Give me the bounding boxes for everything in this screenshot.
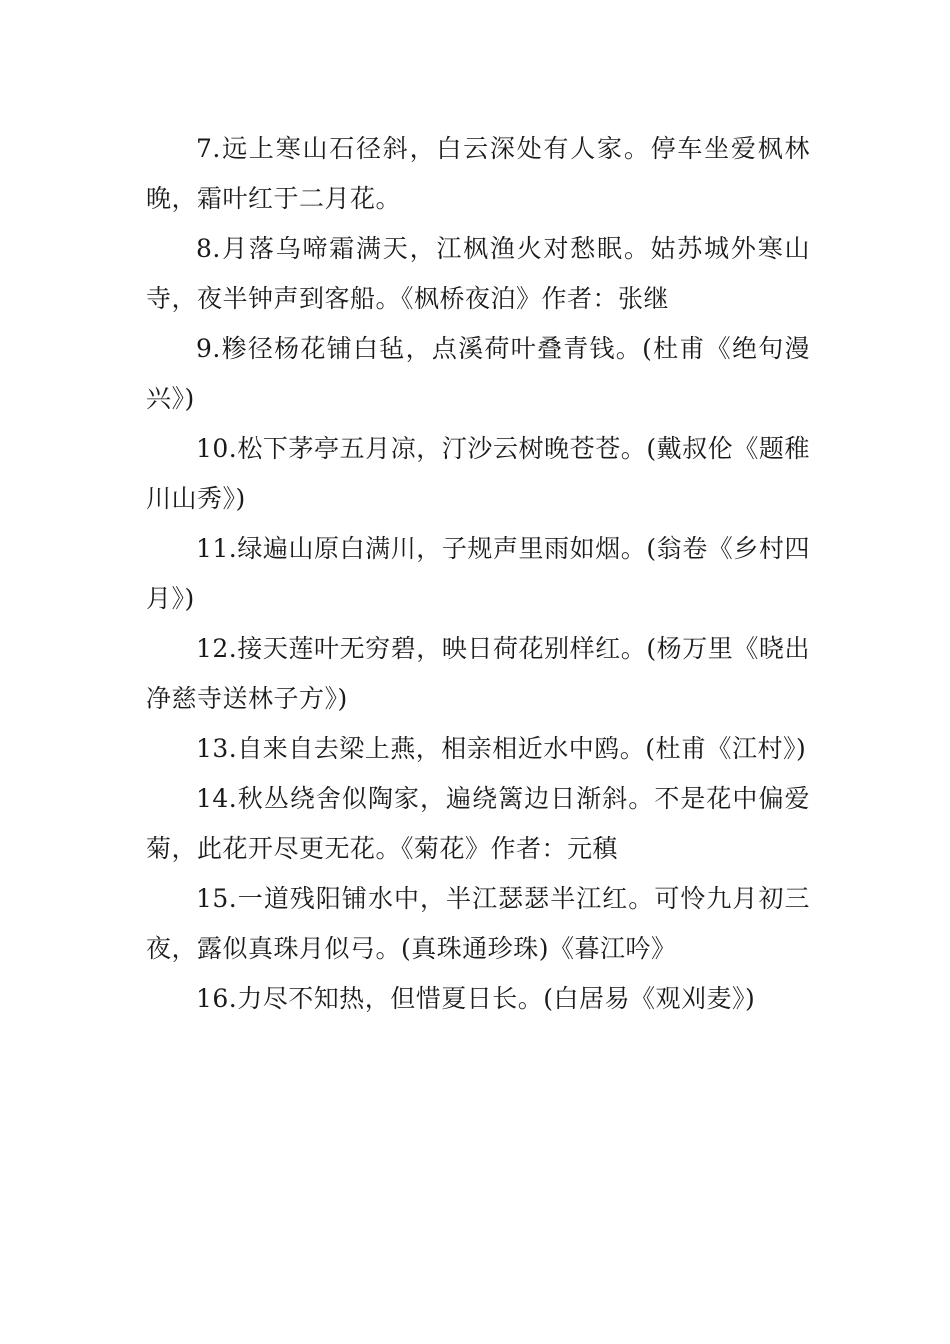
- document-body: [146, 124, 810, 1024]
- poem-line-7: 7.远上寒山石径斜，白云深处有人家。停车坐爱枫林晚，霜叶红于二月花。: [146, 134, 810, 213]
- poem-line-10: 10.松下茅亭五月凉，汀沙云树晚苍苍。(戴叔伦《题稚川山秀》): [146, 434, 810, 513]
- poem-line-15: 15.一道残阳铺水中，半江瑟瑟半江红。可怜九月初三夜，露似真珠月似弓。(真珠通珍珠)《暮江吟》: [146, 884, 810, 963]
- poem-line-16: 16.力尽不知热，但惜夏日长。(白居易《观刈麦》): [196, 984, 756, 1013]
- poem-line-9: 9.糁径杨花铺白毡，点溪荷叶叠青钱。(杜甫《绝句漫兴》): [146, 334, 810, 413]
- poem-line-11: 11.绿遍山原白满川，子规声里雨如烟。(翁卷《乡村四月》): [146, 534, 810, 613]
- poem-line-14: 14.秋丛绕舍似陶家，遍绕篱边日渐斜。不是花中偏爱菊，此花开尽更无花。《菊花》作者：元稹: [146, 784, 810, 863]
- poem-line-12: 12.接天莲叶无穷碧，映日荷花别样红。(杨万里《晓出净慈寺送林子方》): [146, 634, 810, 713]
- poem-line-8: 8.月落乌啼霜满天，江枫渔火对愁眠。姑苏城外寒山寺，夜半钟声到客船。《枫桥夜泊》作者：张继: [146, 234, 810, 313]
- poem-line-13: 13.自来自去梁上燕，相亲相近水中鸥。(杜甫《江村》): [196, 734, 807, 763]
